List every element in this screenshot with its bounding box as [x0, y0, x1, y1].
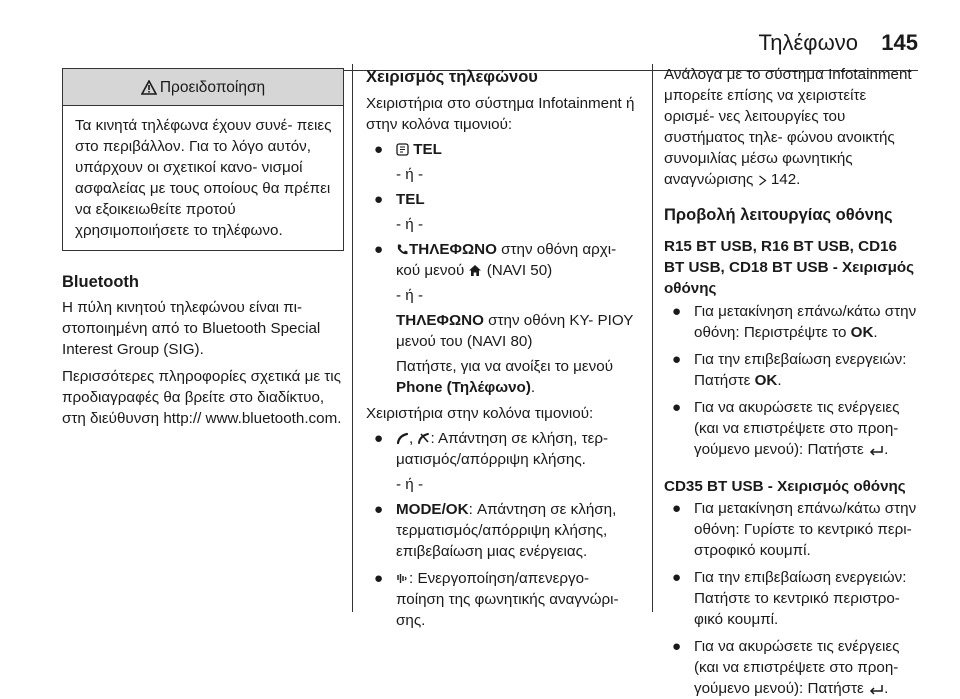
tel-label: TEL: [413, 141, 442, 158]
list-item: [664, 397, 920, 460]
list-item: [366, 139, 638, 160]
text: Πατήστε, για να ανοίξει το μενού: [396, 358, 614, 375]
phone-handset-icon: [396, 243, 409, 256]
text: Για την επιβεβαίωση ενεργειών: Πατήστε: [694, 351, 907, 389]
list-item: [664, 498, 920, 561]
or-separator: - ή -: [396, 476, 424, 493]
or-separator: - ή -: [396, 216, 424, 233]
text: Για μετακίνηση επάνω/κάτω στην οθόνη: Περιστρέψτε το: [694, 303, 917, 341]
column-1: [62, 64, 344, 429]
column-divider: [352, 64, 353, 612]
list-item: ● , : Απάντηση σε κλήση, τερ- ματισμός/απόρριψη κλήσης.: [366, 428, 638, 470]
text: Για να ακυρώσετε τις ενέργειες (και να επιστρέψετε στο προη- γούμενο μενού): Πατήστε: [694, 399, 900, 458]
controls-intro: Χειριστήρια στο σύστημα Infotainment ή στην κολόνα τιμονιού:: [366, 95, 635, 133]
list-item: [664, 567, 920, 630]
text: Για την επιβεβαίωση ενεργειών: Πατήστε το κεντρικό περιστρο- φικό κουμπί.: [694, 569, 907, 628]
call-answer-icon: [396, 432, 409, 445]
bluetooth-heading: Bluetooth: [62, 273, 139, 291]
column-divider: [652, 64, 653, 612]
bullet: ●: [672, 399, 682, 416]
warning-header: [63, 69, 343, 106]
list-item: [366, 499, 638, 562]
ok-label: OK: [754, 372, 778, 389]
bullet: ●: [672, 638, 682, 655]
text: (NAVI 50): [482, 262, 553, 279]
bullet: ●: [374, 570, 384, 587]
home-icon: [468, 264, 482, 277]
bluetooth-paragraph-1: Η πύλη κινητού τηλεφώνου είναι πι- στοποιημένη από το Bluetooth Special Interest Group (SIG).: [62, 299, 321, 358]
list-item: [664, 301, 920, 343]
page-reference: 142.: [770, 171, 801, 188]
warning-text: Τα κινητά τηλέφωνα έχουν συνέ- πειες στο περιβάλλον. Για το λόγο αυτόν, υπάρχουν οι σχετικοί κανο- νισμοί ασφαλείας με τους οποίους θα πρέπει να εξοικειωθείτε προτού χρησιμοποιήσετε το τηλέφωνο.: [75, 117, 332, 239]
text: Για να ακυρώσετε τις ενέργειες (και να επιστρέψετε στο προη- γούμενο μενού): Πατήστε: [694, 638, 900, 697]
warning-box: [62, 68, 344, 251]
voice-paragraph: [664, 64, 920, 190]
or-separator: - ή -: [396, 166, 424, 183]
mode-ok-label: MODE/OK: [396, 501, 469, 518]
running-title: Τηλέφωνο: [758, 30, 858, 55]
text: .: [777, 372, 782, 389]
page-header: [0, 18, 960, 58]
back-arrow-icon: [868, 444, 884, 456]
list-subparagraph: [366, 356, 638, 398]
call-reject-icon: [417, 432, 430, 445]
text: : Απάντηση σε κλήση, τερματισμός/απόρριψη κλήσης, επιβεβαίωση μιας ενέργειας.: [396, 501, 617, 560]
bullet: ●: [374, 141, 384, 158]
list-item: [664, 636, 920, 699]
page-ref-arrow-icon: [758, 175, 767, 186]
bullet: ●: [374, 241, 384, 258]
phone-book-icon: [396, 143, 409, 156]
text: : Απάντηση σε κλήση, τερ- ματισμός/απόρριψη κλήσης.: [396, 430, 609, 468]
text: Ανάλογα με το σύστημα Infotainment μπορείτε επίσης να χειριστείτε ορισμέ- νες λειτουργίες του συστήματος τηλε- φώνου ανοικτής συνομιλίας μέσω φωνητικής αναγνώρισης: [664, 66, 912, 188]
phone-menu-label: ΤΗΛΕΦΩΝΟ: [409, 241, 497, 258]
list-item: [366, 568, 638, 631]
column-3: [664, 64, 920, 699]
bullet: ●: [672, 569, 682, 586]
text: .: [884, 441, 889, 458]
text: στην οθόνη ΚΥ- ΡΙΟΥ μενού του (NAVI 80): [396, 312, 634, 350]
voice-recognition-icon: [396, 572, 409, 585]
list-subparagraph: [366, 310, 638, 352]
list-item: [366, 239, 638, 281]
warning-title: Προειδοποίηση: [159, 78, 266, 96]
or-separator: - ή -: [396, 287, 424, 304]
text: : Ενεργοποίηση/απενεργο- ποίηση της φωνητικής αναγνώρι- σης.: [396, 570, 619, 629]
text: .: [530, 379, 536, 396]
text: .: [873, 324, 878, 341]
cd35-subheading: CD35 BT USB - Χειρισμός οθόνης: [664, 478, 906, 495]
phone-menu-label: Phone (Τηλέφωνο): [396, 379, 531, 396]
bluetooth-paragraph-2: Περισσότερες πληροφορίες σχετικά με τις προδιαγραφές θα βρείτε στο διαδίκτυο, στη διεύθυνση http:// www.bluetooth.com.: [62, 368, 342, 427]
text: .: [884, 680, 889, 697]
display-mode-heading: Προβολή λειτουργίας οθόνης: [664, 206, 893, 224]
r15-subheading: R15 BT USB, R16 BT USB, CD16 BT USB, CD18 BT USB - Χειρισμός οθόνης: [664, 238, 915, 297]
back-arrow-icon: [868, 683, 884, 695]
bullet: ●: [672, 303, 682, 320]
tel-label: TEL: [396, 191, 425, 208]
list-item: [664, 349, 920, 391]
bullet: ●: [374, 430, 384, 447]
list-item: [366, 189, 638, 210]
text: Για μετακίνηση επάνω/κάτω στην οθόνη: Γυρίστε το κεντρικό περι- στροφικό κουμπί.: [694, 500, 917, 559]
bullet: ●: [672, 500, 682, 517]
phone-operation-heading: Χειρισμός τηλεφώνου: [366, 68, 538, 86]
steering-controls-intro: Χειριστήρια στην κολόνα τιμονιού:: [366, 405, 594, 422]
ok-label: OK: [850, 324, 874, 341]
column-2: [366, 64, 638, 631]
page-number: 145: [881, 30, 918, 55]
bullet: ●: [672, 351, 682, 368]
bullet: ●: [374, 501, 384, 518]
text: στην οθόνη αρχι- κού μενού: [396, 241, 617, 279]
warning-triangle-icon: [141, 80, 157, 95]
phone-menu-label: ΤΗΛΕΦΩΝΟ: [396, 312, 484, 329]
bullet: ●: [374, 191, 384, 208]
